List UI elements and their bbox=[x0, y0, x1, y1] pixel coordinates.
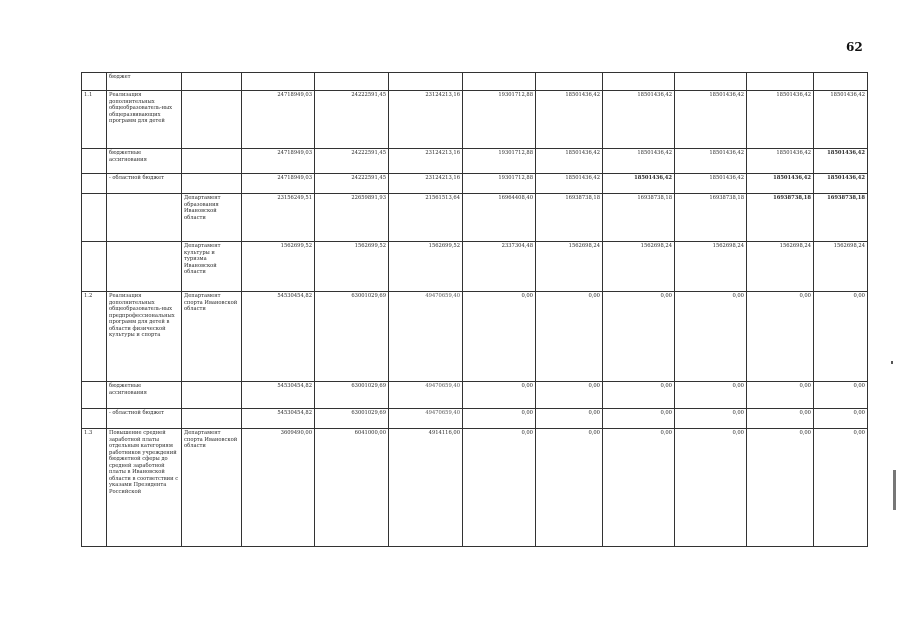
cell-value: 1562698,24 bbox=[536, 242, 603, 292]
cell-value: 49470659,40 bbox=[389, 292, 463, 382]
cell-value: 18501436,42 bbox=[536, 91, 603, 149]
cell-value bbox=[463, 73, 536, 91]
row-index bbox=[82, 73, 107, 91]
row-index bbox=[82, 174, 107, 194]
cell-value: 22659891,93 bbox=[315, 194, 389, 242]
cell-value: 23124213,16 bbox=[389, 149, 463, 174]
cell-value: 54530454,82 bbox=[242, 409, 315, 429]
row-department bbox=[182, 149, 242, 174]
budget-table bbox=[81, 72, 868, 547]
row-department bbox=[182, 409, 242, 429]
cell-value: 24718949,03 bbox=[242, 174, 315, 194]
cell-value: 1562699,52 bbox=[389, 242, 463, 292]
cell-value: 24718949,03 bbox=[242, 149, 315, 174]
cell-value bbox=[389, 73, 463, 91]
cell-value: 19301712,88 bbox=[463, 91, 536, 149]
cell-value: 0,00 bbox=[814, 292, 868, 382]
cell-value: 18501436,42 bbox=[747, 91, 814, 149]
table-row bbox=[82, 174, 868, 194]
row-index bbox=[82, 382, 107, 409]
cell-value: 0,00 bbox=[603, 429, 675, 547]
cell-value: 1562698,24 bbox=[814, 242, 868, 292]
cell-value: 4914116,00 bbox=[389, 429, 463, 547]
cell-value: 18501436,42 bbox=[814, 149, 868, 174]
row-department: Департамент спорта Ивановской области bbox=[182, 292, 242, 382]
cell-value: 16938738,18 bbox=[747, 194, 814, 242]
cell-value: 21561513,64 bbox=[389, 194, 463, 242]
cell-value: 24222591,45 bbox=[315, 91, 389, 149]
table-row bbox=[82, 149, 868, 174]
cell-value: 23124213,16 bbox=[389, 174, 463, 194]
cell-value: 0,00 bbox=[463, 429, 536, 547]
cell-value: 18501436,42 bbox=[747, 149, 814, 174]
cell-value: 0,00 bbox=[536, 409, 603, 429]
cell-value: 3609490,00 bbox=[242, 429, 315, 547]
cell-value: 49470659,40 bbox=[389, 382, 463, 409]
cell-value bbox=[747, 73, 814, 91]
cell-value: 0,00 bbox=[747, 292, 814, 382]
cell-value: 23156249,51 bbox=[242, 194, 315, 242]
cell-value: 1562698,24 bbox=[603, 242, 675, 292]
cell-value: 18501436,42 bbox=[747, 174, 814, 194]
cell-value: 63001029,69 bbox=[315, 409, 389, 429]
row-description bbox=[107, 242, 182, 292]
cell-value: 0,00 bbox=[536, 292, 603, 382]
cell-value bbox=[814, 73, 868, 91]
cell-value: 16938738,18 bbox=[814, 194, 868, 242]
cell-value: 0,00 bbox=[536, 429, 603, 547]
cell-value: 18501436,42 bbox=[536, 174, 603, 194]
row-description: - областной бюджет bbox=[107, 409, 182, 429]
cell-value: 0,00 bbox=[747, 429, 814, 547]
cell-value: 18501436,42 bbox=[603, 91, 675, 149]
cell-value: 6041000,00 bbox=[315, 429, 389, 547]
cell-value bbox=[536, 73, 603, 91]
cell-value: 0,00 bbox=[814, 429, 868, 547]
scan-artifact bbox=[893, 470, 896, 510]
cell-value: 19301712,88 bbox=[463, 174, 536, 194]
cell-value bbox=[242, 73, 315, 91]
cell-value: 0,00 bbox=[463, 292, 536, 382]
cell-value: 63001029,69 bbox=[315, 382, 389, 409]
cell-value: 54530454,82 bbox=[242, 382, 315, 409]
table-row bbox=[82, 429, 868, 547]
page-number: 62 bbox=[846, 40, 863, 54]
cell-value: 18501436,42 bbox=[814, 174, 868, 194]
cell-value: 0,00 bbox=[675, 292, 747, 382]
cell-value: 0,00 bbox=[747, 409, 814, 429]
cell-value: 1562698,24 bbox=[675, 242, 747, 292]
cell-value: 0,00 bbox=[814, 409, 868, 429]
cell-value: 18501436,42 bbox=[675, 149, 747, 174]
cell-value: 54530454,82 bbox=[242, 292, 315, 382]
table-row bbox=[82, 73, 868, 91]
cell-value: 23124213,16 bbox=[389, 91, 463, 149]
cell-value: 18501436,42 bbox=[675, 174, 747, 194]
cell-value bbox=[603, 73, 675, 91]
cell-value: 0,00 bbox=[603, 292, 675, 382]
scan-artifact bbox=[891, 361, 893, 364]
row-description: бюджетные ассигнования bbox=[107, 382, 182, 409]
cell-value: 0,00 bbox=[536, 382, 603, 409]
cell-value: 18501436,42 bbox=[603, 149, 675, 174]
cell-value: 0,00 bbox=[675, 429, 747, 547]
row-index bbox=[82, 409, 107, 429]
table-row bbox=[82, 409, 868, 429]
cell-value: 0,00 bbox=[603, 409, 675, 429]
cell-value: 0,00 bbox=[463, 409, 536, 429]
cell-value: 0,00 bbox=[463, 382, 536, 409]
cell-value: 16938738,18 bbox=[536, 194, 603, 242]
cell-value bbox=[315, 73, 389, 91]
cell-value: 1562698,24 bbox=[747, 242, 814, 292]
cell-value: 0,00 bbox=[675, 382, 747, 409]
cell-value: 0,00 bbox=[814, 382, 868, 409]
row-department bbox=[182, 382, 242, 409]
row-description: бюджетные ассигнования bbox=[107, 149, 182, 174]
cell-value: 18501436,42 bbox=[675, 91, 747, 149]
row-department bbox=[182, 91, 242, 149]
row-description: Реализация дополнительных общеобразователь-ных предпрофессиональных программ для детей в области физической культуры и спорта bbox=[107, 292, 182, 382]
row-department: Департамент культуры и туризма Ивановской области bbox=[182, 242, 242, 292]
cell-value: 16938738,18 bbox=[603, 194, 675, 242]
cell-value: 24222591,45 bbox=[315, 149, 389, 174]
cell-value: 18501436,42 bbox=[536, 149, 603, 174]
row-index bbox=[82, 194, 107, 242]
table-row bbox=[82, 242, 868, 292]
cell-value: 1562699,52 bbox=[242, 242, 315, 292]
cell-value: 0,00 bbox=[603, 382, 675, 409]
row-index: 1.3 bbox=[82, 429, 107, 547]
row-description: - областной бюджет bbox=[107, 174, 182, 194]
cell-value: 19301712,88 bbox=[463, 149, 536, 174]
row-description: бюджет bbox=[107, 73, 182, 91]
cell-value: 0,00 bbox=[747, 382, 814, 409]
row-index bbox=[82, 149, 107, 174]
cell-value: 49470659,40 bbox=[389, 409, 463, 429]
table-row bbox=[82, 194, 868, 242]
cell-value: 16964408,40 bbox=[463, 194, 536, 242]
table-row bbox=[82, 91, 868, 149]
cell-value: 2337304,48 bbox=[463, 242, 536, 292]
cell-value: 24718949,03 bbox=[242, 91, 315, 149]
row-description bbox=[107, 194, 182, 242]
row-department bbox=[182, 174, 242, 194]
cell-value: 18501436,42 bbox=[814, 91, 868, 149]
table-row bbox=[82, 382, 868, 409]
cell-value: 24222591,45 bbox=[315, 174, 389, 194]
row-index: 1.1 bbox=[82, 91, 107, 149]
row-department: Департамент спорта Ивановской области bbox=[182, 429, 242, 547]
row-index bbox=[82, 242, 107, 292]
cell-value: 63001029,69 bbox=[315, 292, 389, 382]
row-index: 1.2 bbox=[82, 292, 107, 382]
cell-value bbox=[675, 73, 747, 91]
row-department: Департамент образования Ивановской области bbox=[182, 194, 242, 242]
row-department bbox=[182, 73, 242, 91]
row-description: Реализация дополнительных общеобразователь-ных общеразвивающих программ для детей bbox=[107, 91, 182, 149]
cell-value: 1562699,52 bbox=[315, 242, 389, 292]
row-description: Повышение средней заработной платы отдельным категориям работников учреждений бюджетной сферы до средней заработной платы в Ивановской области в соответствии с указами Президента Российской bbox=[107, 429, 182, 547]
cell-value: 0,00 bbox=[675, 409, 747, 429]
table-row bbox=[82, 292, 868, 382]
cell-value: 18501436,42 bbox=[603, 174, 675, 194]
cell-value: 16938738,18 bbox=[675, 194, 747, 242]
